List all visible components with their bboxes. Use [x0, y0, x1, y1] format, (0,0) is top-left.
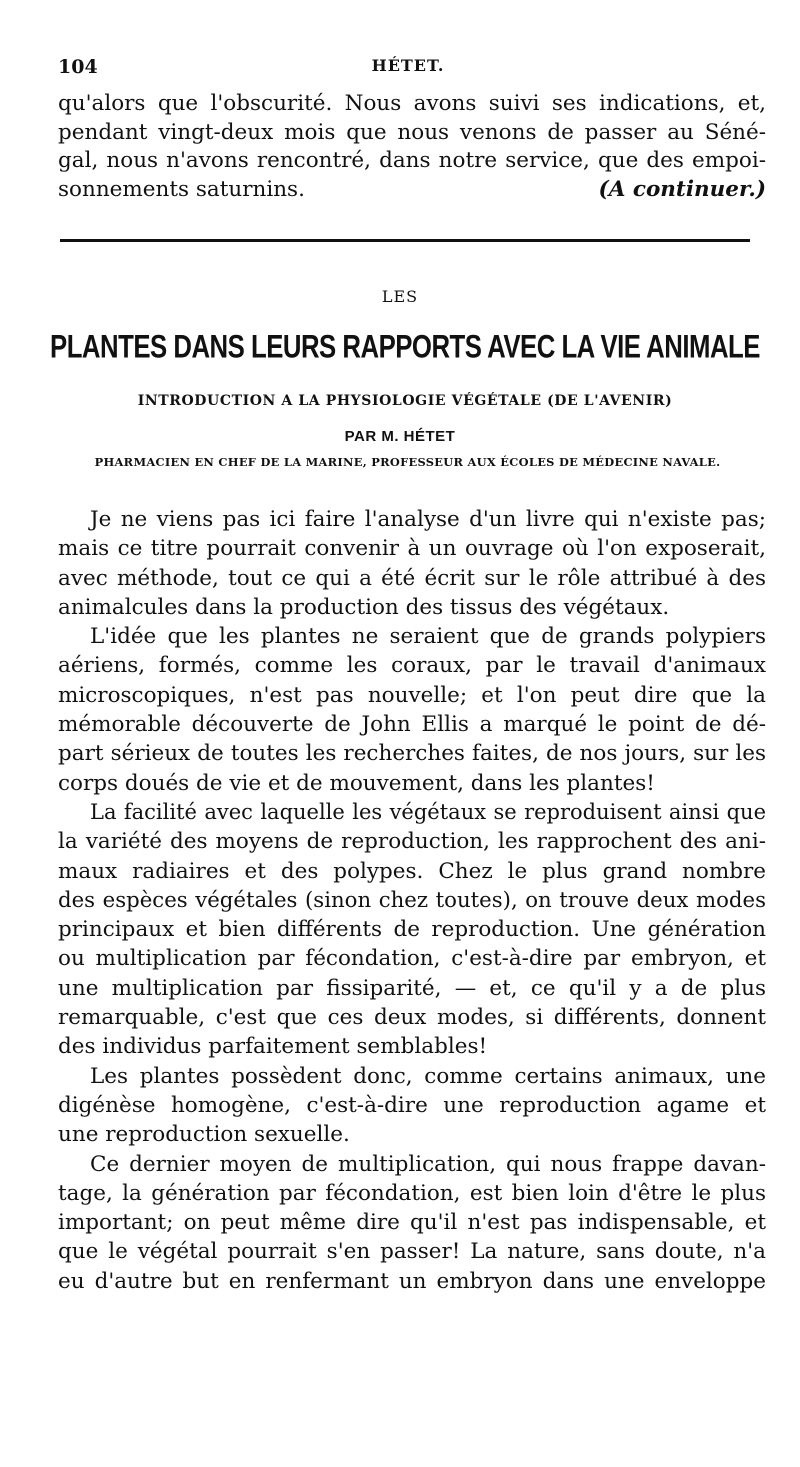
article-pretitle: LES — [381, 287, 419, 306]
author-credentials: PHARMACIEN EN CHEF DE LA MARINE, PROFESSEUR AUX ÉCOLES DE MÉDECINE NAVALE. — [94, 455, 721, 469]
text-line: qu'alors que l'obscurité. Nous avons suivi ses indications, et, — [58, 91, 766, 116]
body-line: La facilité avec laquelle les végétaux se reproduisent ainsi que — [90, 799, 766, 824]
continuation-note: (A continuer.) — [598, 176, 766, 202]
section-divider — [60, 239, 750, 242]
body-line: important; on peut même dire qu'il n'est pas indispensable, et — [58, 1210, 766, 1236]
running-title: HÉTET. — [371, 56, 445, 75]
body-line: Les plantes possèdent donc, comme certains animaux, une — [90, 1063, 766, 1089]
body-line: mémorable découverte de John Ellis a marqué le point de dé- — [58, 712, 766, 738]
body-line: avec méthode, tout ce qui a été écrit sur le rôle attribué à des — [58, 565, 766, 591]
body-line: une reproduction sexuelle. — [58, 1122, 350, 1148]
body-line: microscopiques, n'est pas nouvelle; et l'on peut dire que la — [58, 682, 766, 708]
body-line: animalcules dans la production des tissus des végétaux. — [58, 594, 670, 620]
article-title: PLANTES DANS LEURS RAPPORTS AVEC LA VIE ANIMALE — [50, 330, 760, 365]
body-line: principaux et bien différents de reproduction. Une génération — [58, 917, 766, 943]
running-header — [58, 56, 758, 86]
text-line: pendant vingt-deux mois que nous venons de passer au Séné- — [58, 119, 766, 145]
last-line-text: sonnements saturnins. — [58, 176, 305, 202]
article-body — [58, 505, 766, 1296]
body-line: ou multiplication par fécondation, c'est-à-dire par embryon, et — [58, 946, 766, 972]
body-line: tage, la génération par fécondation, est bien loin d'être le plus — [58, 1180, 766, 1206]
page-number: 104 — [58, 56, 98, 78]
body-line: L'idée que les plantes ne seraient que de grands polypiers — [90, 624, 766, 650]
article-author: PAR M. HÉTET — [344, 428, 456, 445]
body-line: digénèse homogène, c'est-à-dire une reproduction agame et — [58, 1092, 766, 1118]
body-line: remarquable, c'est que ces deux modes, si différents, donnent — [58, 1005, 766, 1031]
text-line: gal, nous n'avons rencontré, dans notre service, que des empoi- — [58, 148, 766, 173]
body-line: corps doués de vie et de mouvement, dans les plantes! — [58, 770, 655, 796]
body-line: des individus parfaitement semblables! — [58, 1034, 488, 1060]
body-line: que le végétal pourrait s'en passer! La nature, sans doute, n'a — [58, 1239, 766, 1265]
previous-article-ending — [58, 90, 766, 204]
body-line: eu d'autre but en renfermant un embryon dans une enveloppe — [58, 1268, 766, 1294]
body-line: la variété des moyens de reproduction, les rapprochent des ani- — [58, 829, 766, 855]
body-line: une multiplication par fissiparité, — et, ce qu'il y a de plus — [58, 975, 766, 1001]
body-line: maux radiaires et des polypes. Chez le plus grand nombre — [58, 858, 766, 884]
article-subtitle: INTRODUCTION A LA PHYSIOLOGIE VÉGÉTALE (DE L'AVENIR) — [137, 393, 673, 409]
text-line-final — [58, 176, 766, 205]
body-line: Je ne viens pas ici faire l'analyse d'un livre qui n'existe pas; — [90, 507, 766, 532]
body-line: Ce dernier moyen de multiplication, qui nous frappe davan- — [90, 1151, 766, 1177]
body-line: mais ce titre pourrait convenir à un ouvrage où l'on exposerait, — [58, 536, 766, 562]
body-line: aériens, formés, comme les coraux, par le travail d'animaux — [58, 653, 766, 679]
body-line: des espèces végétales (sinon chez toutes), on trouve deux modes — [58, 887, 766, 913]
body-line: part sérieux de toutes les recherches faites, de nos jours, sur les — [58, 741, 766, 767]
